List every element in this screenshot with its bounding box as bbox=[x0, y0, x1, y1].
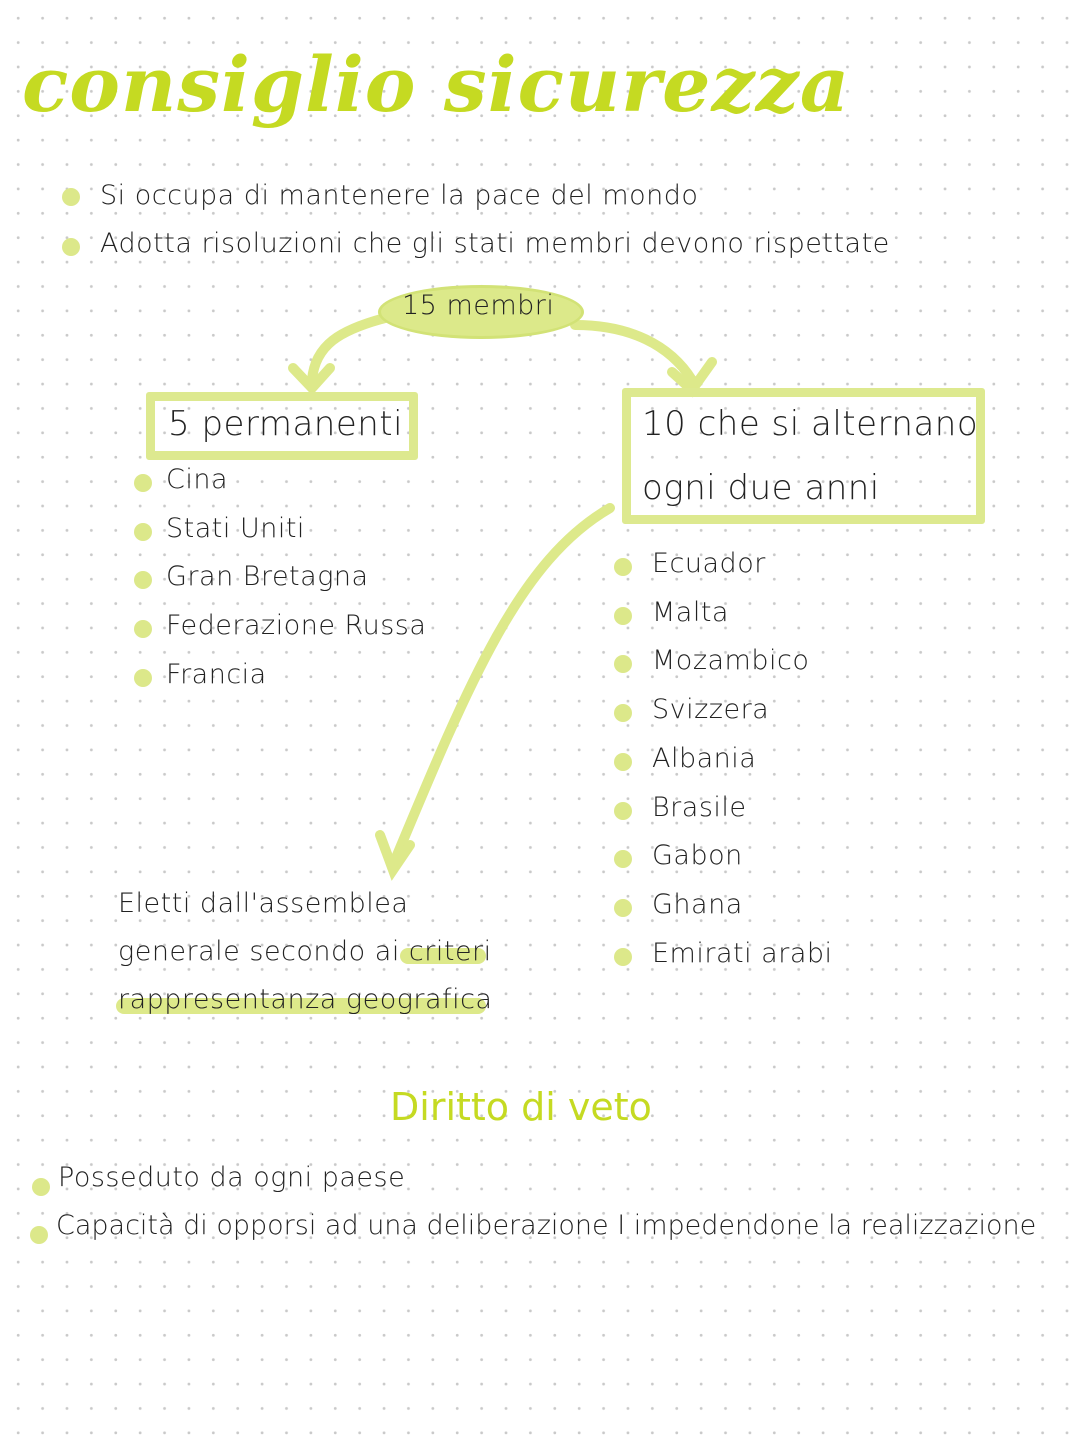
list-item: Svizzera bbox=[652, 694, 770, 726]
election-text: generale secondo ai bbox=[118, 936, 409, 967]
veto-bullet: Posseduto da ogni paese bbox=[58, 1162, 406, 1193]
election-line3: rappresentanza geografica bbox=[118, 984, 493, 1015]
list-item: Cina bbox=[166, 464, 229, 495]
bullet-icon bbox=[614, 753, 632, 771]
bullet-icon bbox=[134, 523, 152, 541]
list-item: Federazione Russa bbox=[166, 610, 427, 642]
bullet-icon bbox=[614, 948, 632, 966]
list-item: Stati Uniti bbox=[166, 512, 305, 544]
bullet-icon bbox=[62, 238, 80, 256]
intro-bullet: Si occupa di mantenere la pace del mondo bbox=[100, 180, 699, 211]
veto-bullet: Capacità di opporsi ad una deliberazione I impedendone la realizzazione bbox=[56, 1210, 1037, 1241]
election-line1: Eletti dall'assemblea bbox=[118, 888, 409, 919]
bullet-icon bbox=[134, 669, 152, 687]
intro-bullet: Adotta risoluzioni che gli stati membri devono rispettate bbox=[100, 228, 890, 259]
bullet-icon bbox=[614, 899, 632, 917]
bullet-icon bbox=[30, 1226, 48, 1244]
members-label: 15 membri bbox=[402, 290, 555, 321]
bullet-icon bbox=[134, 620, 152, 638]
bullet-icon bbox=[614, 607, 632, 625]
list-item: Malta bbox=[652, 596, 729, 628]
bullet-icon bbox=[62, 188, 80, 206]
rotating-title-line1: 10 che si alternano bbox=[642, 404, 979, 444]
bullet-icon bbox=[32, 1178, 50, 1196]
list-item: Mozambico bbox=[652, 645, 810, 677]
list-item: Francia bbox=[166, 658, 267, 690]
bullet-icon bbox=[614, 802, 632, 820]
bullet-icon bbox=[614, 558, 632, 576]
list-item: Gabon bbox=[652, 840, 743, 872]
list-item: Ecuador bbox=[652, 548, 766, 579]
list-item: Emirati arabi bbox=[652, 937, 833, 969]
bullet-icon bbox=[134, 474, 152, 492]
list-item: Brasile bbox=[652, 791, 747, 823]
page-title: consiglio sicurezza bbox=[22, 40, 851, 129]
list-item: Gran Bretagna bbox=[166, 561, 369, 593]
permanent-title: 5 permanenti bbox=[168, 404, 404, 444]
election-line2 bbox=[118, 936, 492, 967]
veto-heading: Diritto di veto bbox=[390, 1085, 652, 1129]
election-criteria: criteri bbox=[408, 936, 492, 967]
arrow-to-election bbox=[395, 508, 610, 860]
rotating-title-line2: ogni due anni bbox=[642, 468, 880, 508]
bullet-icon bbox=[614, 704, 632, 722]
list-item: Albania bbox=[652, 742, 757, 774]
list-item: Ghana bbox=[652, 888, 743, 920]
